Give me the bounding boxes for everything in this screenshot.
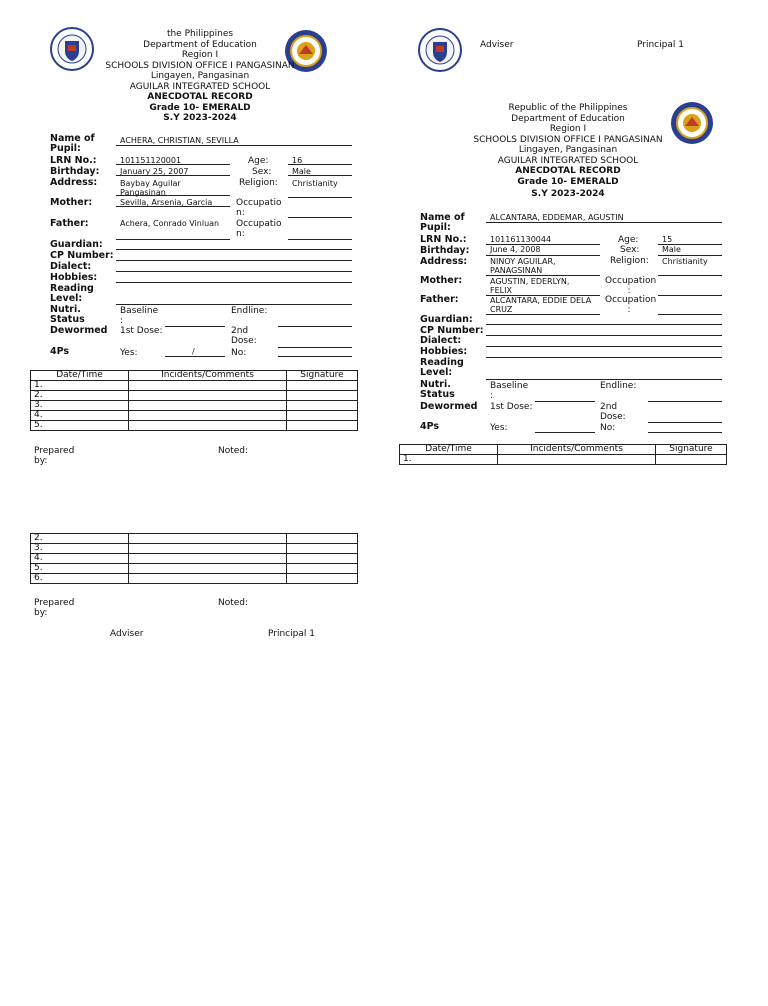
- birthday-label-r: Birthday:: [420, 245, 470, 256]
- birthday-value-r: June 4, 2008: [490, 245, 541, 254]
- deped-seal-left: [50, 27, 94, 71]
- hobbies-label-r: Hobbies:: [420, 346, 468, 357]
- address-value: Baybay Aguilar Pangasinan: [120, 179, 181, 197]
- guardian-label-r: Guardian:: [420, 314, 473, 325]
- top-adviser-label: Adviser: [480, 40, 514, 50]
- lrn-label-r: LRN No.:: [420, 234, 467, 245]
- mother-occupation-label-r: Occupation :: [605, 276, 657, 296]
- age-line: [288, 164, 352, 165]
- father-label: Father:: [50, 218, 89, 229]
- dose2-label: 2nd Dose:: [231, 326, 257, 346]
- religion-value: Christianity: [292, 179, 338, 188]
- mother-occupation-label: Occupatio n:: [236, 198, 282, 218]
- father-occ-line-r: [658, 314, 722, 315]
- dose1-line-r: [535, 401, 595, 402]
- reading-line: [116, 304, 352, 305]
- top-principal-label: Principal 1: [637, 40, 684, 50]
- nutri-label-r: Nutri. Status: [420, 379, 455, 400]
- endline-line-r: [648, 401, 722, 402]
- dose2-label-r: 2nd Dose:: [600, 402, 626, 422]
- guardian-line-r: [486, 324, 722, 325]
- dewormed-label-r: Dewormed: [420, 401, 478, 412]
- name-line-r: [486, 222, 722, 223]
- name-label-r: Name of Pupil:: [420, 212, 465, 233]
- sex-value-r: Male: [662, 245, 681, 254]
- address-value-r: NINOY AGUILAR, PANAGSINAN: [490, 257, 556, 275]
- address-label-r: Address:: [420, 256, 468, 267]
- birthday-line: [116, 175, 230, 176]
- cp-label-r: CP Number:: [420, 325, 484, 336]
- dose2-line-r: [648, 422, 722, 423]
- noted-label: Noted:: [218, 446, 249, 456]
- col-signature-r: Signature: [656, 445, 727, 455]
- table-row: 2.: [31, 534, 358, 544]
- birthday-label: Birthday:: [50, 166, 100, 177]
- mother-occ-line: [288, 217, 352, 218]
- table-row: 1.: [400, 455, 727, 465]
- dose1-line: [165, 326, 225, 327]
- father-line: [116, 239, 230, 240]
- dialect-label-r: Dialect:: [420, 335, 462, 346]
- col-incidents-r: Incidents/Comments: [498, 445, 656, 455]
- col-datetime: Date/Time: [31, 371, 129, 381]
- father-value-r: ALCANTARA, EDDIE DELA CRUZ: [490, 296, 592, 314]
- pupil-name-value: ACHERA, CHRISTIAN, SEVILLA: [120, 136, 239, 145]
- mother-occ-line-r: [658, 295, 722, 296]
- noted-label-2: Noted:: [218, 598, 249, 608]
- endline-line: [278, 326, 352, 327]
- school-header: the Philippines Department of Education Region I SCHOOLS DIVISION OFFICE I PANGASINAN Lingayen, Pangasinan AGUILAR INTEGRATED SCHOOL ANECDOTAL RECORD Grade 10- EMERALD S.Y 2023-2024: [105, 29, 295, 123]
- mother-value-r: AGUSTIN, EDERLYN, FELIX: [490, 277, 570, 295]
- baseline-label: Baseline :: [120, 306, 159, 326]
- reading-label-r: Reading Level:: [420, 357, 464, 378]
- guardian-label: Guardian:: [50, 239, 103, 250]
- lrn-line: [116, 164, 230, 165]
- col-datetime-r: Date/Time: [400, 445, 498, 455]
- cp-label: CP Number:: [50, 250, 114, 261]
- yes-label: Yes:: [120, 348, 138, 358]
- table-row: 4.: [31, 411, 358, 421]
- dialect-label: Dialect:: [50, 261, 92, 272]
- no-label-r: No:: [600, 423, 616, 433]
- religion-label-r: Religion:: [610, 256, 649, 266]
- hobbies-line-r: [486, 357, 722, 358]
- cp-line-r: [486, 335, 722, 336]
- sex-line: [288, 175, 352, 176]
- nutri-label: Nutri. Status: [50, 304, 85, 325]
- father-value: Achera, Conrado Vinluan: [120, 219, 220, 228]
- religion-line: [288, 197, 352, 198]
- lrn-label: LRN No.:: [50, 155, 97, 166]
- table-row: 1.: [31, 381, 358, 391]
- no-line: [278, 356, 352, 357]
- lrn-value: 101151120001: [120, 156, 182, 165]
- yes-label-r: Yes:: [490, 423, 508, 433]
- yes-value: /: [192, 347, 195, 356]
- endline-label: Endline:: [231, 306, 268, 316]
- reading-line-r: [486, 379, 722, 380]
- fourps-label-r: 4Ps: [420, 421, 440, 432]
- incidents-table-left: [30, 370, 358, 431]
- deped-seal-right: [418, 28, 462, 72]
- mother-line: [116, 206, 230, 207]
- father-occ-line: [288, 239, 352, 240]
- name-line: [116, 145, 352, 146]
- table-row: 6.: [31, 574, 358, 584]
- dewormed-label: Dewormed: [50, 325, 108, 336]
- religion-value-r: Christianity: [662, 257, 708, 266]
- table-row: 3.: [31, 544, 358, 554]
- religion-label: Religion:: [239, 178, 278, 188]
- pupil-name-value-r: ALCANTARA, EDDEMAR, AGUSTIN: [490, 213, 624, 222]
- table-row: 5.: [31, 421, 358, 431]
- no-line-r: [648, 432, 722, 433]
- sex-label: Sex:: [252, 167, 272, 177]
- dose1-label: 1st Dose:: [120, 326, 163, 336]
- prepared-by-label: Prepared by:: [34, 446, 75, 466]
- age-value: 16: [292, 156, 303, 165]
- endline-label-r: Endline:: [600, 381, 637, 391]
- sex-line-r: [658, 255, 722, 256]
- yes-line-r: [535, 432, 595, 433]
- col-incidents: Incidents/Comments: [129, 371, 287, 381]
- age-label: Age:: [248, 156, 269, 166]
- dose1-label-r: 1st Dose:: [490, 402, 533, 412]
- lrn-value-r: 101161130044: [490, 235, 552, 244]
- adviser-label: Adviser: [110, 629, 144, 639]
- dialect-line: [116, 271, 352, 272]
- table-row: 2.: [31, 391, 358, 401]
- yes-line: [165, 356, 225, 357]
- name-label: Name of Pupil:: [50, 133, 95, 154]
- reading-label: Reading Level:: [50, 283, 94, 304]
- father-occupation-label-r: Occupation :: [605, 295, 657, 315]
- religion-line-r: [658, 275, 722, 276]
- table-row: 5.: [31, 564, 358, 574]
- principal-label: Principal 1: [268, 629, 315, 639]
- birthday-value: January 25, 2007: [120, 167, 189, 176]
- sex-label-r: Sex:: [620, 245, 640, 255]
- table-row: 3.: [31, 401, 358, 411]
- birthday-line-r: [486, 255, 600, 256]
- table-row: 4.: [31, 554, 358, 564]
- fourps-label: 4Ps: [50, 346, 70, 357]
- address-line: [116, 195, 230, 196]
- hobbies-line: [116, 282, 352, 283]
- no-label: No:: [231, 348, 247, 358]
- mother-label-r: Mother:: [420, 275, 463, 286]
- father-label-r: Father:: [420, 294, 459, 305]
- cp-line: [116, 260, 352, 261]
- age-label-r: Age:: [618, 235, 639, 245]
- hobbies-label: Hobbies:: [50, 272, 98, 283]
- age-value-r: 15: [662, 235, 673, 244]
- guardian-line: [116, 249, 352, 250]
- incidents-table-left-2: [30, 533, 358, 584]
- dialect-line-r: [486, 346, 722, 347]
- school-header-right: Republic of the Philippines Department of Education Region I SCHOOLS DIVISION OFFICE I PANGASINAN Lingayen, Pangasinan AGUILAR INTEGRATED SCHOOL ANECDOTAL RECORD Grade 10- EMERALD S.Y 2023-2024: [473, 103, 663, 199]
- mother-value: Sevilla, Arsenia, Garcia: [120, 198, 213, 207]
- dose2-line: [278, 347, 352, 348]
- prepared-by-label-2: Prepared by:: [34, 598, 75, 618]
- incidents-table-right: [399, 444, 727, 465]
- address-label: Address:: [50, 177, 98, 188]
- baseline-label-r: Baseline :: [490, 381, 529, 401]
- address-line-r: [486, 275, 600, 276]
- sex-value: Male: [292, 167, 311, 176]
- father-occupation-label: Occupatio n:: [236, 219, 282, 239]
- col-signature: Signature: [287, 371, 358, 381]
- father-line-r: [486, 314, 600, 315]
- mother-label: Mother:: [50, 197, 93, 208]
